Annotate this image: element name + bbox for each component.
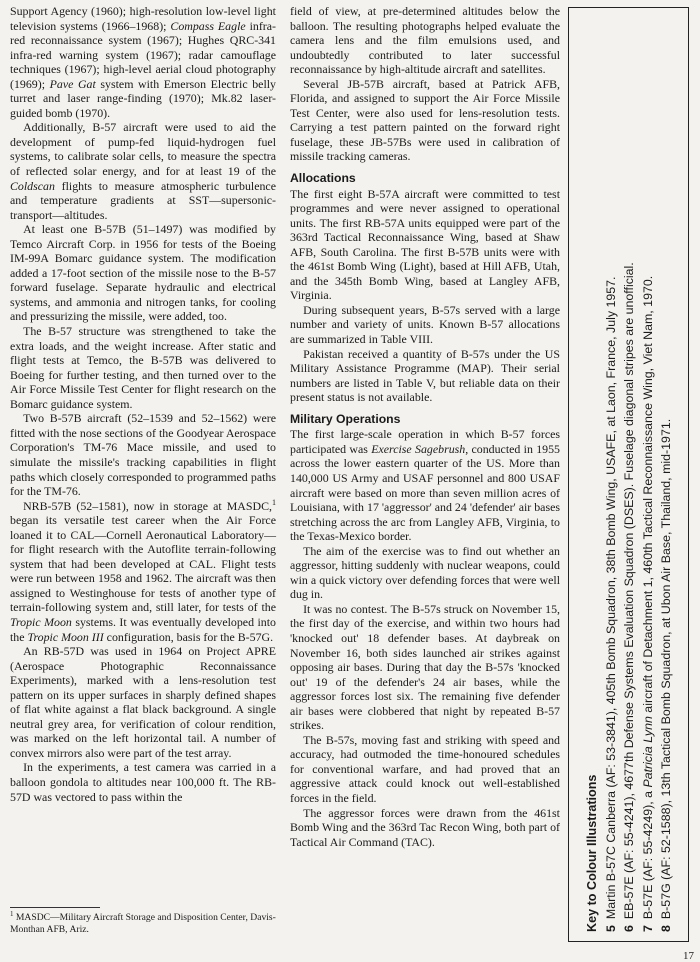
- key-item: [620, 2, 639, 932]
- paragraph: In the experiments, a test camera was carried in a balloon gondola to altitudes near 100,000 ft. The RB-57D was vectored to pass within the: [10, 760, 276, 804]
- paragraph: During subsequent years, B-57s served with a large number and variety of units. Known B-57 allocations are summarized in Table VIII.: [290, 302, 560, 347]
- key-items: [602, 2, 676, 932]
- paragraph: The aim of the exercise was to find out whether an aggressor, hitting suddenly with nuclear weapons, could win a quick victory over defending forces that were well dug in.: [290, 543, 560, 602]
- middle-column: [290, 4, 560, 849]
- key-item-text: Martin B-57C Canberra (AF: 53-3841), 405th Bomb Squadron, 38th Bomb Wing, USAFE, at Laon, France, July 1957.: [603, 276, 618, 920]
- key-item-text: B-57E (AF: 55-4249), a Patricia Lynn aircraft of Detachment 1, 460th Tactical Reconnaissance Wing, Viet Nam, 1970.: [640, 275, 655, 920]
- paragraph: Support Agency (1960); high-resolution low-level light television systems (1966–1968); Compass Eagle infra-red reconnaissance system (1967); Hughes QRC-341 infra-red warning system (1967); radar camouflage techniques (1967); high-level aerial cloud photography (1969); Pave Gat system with Emerson Electric belly turret and laser range-finding (1970); Mk.82 laser-guided bomb (1970).: [10, 4, 276, 120]
- key-item: [639, 2, 658, 932]
- colour-key-text: [583, 2, 676, 932]
- paragraph: An RB-57D was used in 1964 on Project APRE (Aerospace Photographic Reconnaissance Experiments), marked with a lens-resolution test pattern on its upper surfaces in sharply defined shapes of flat white against a flat black background. A single neutral grey area, for verification of colour rendition, was marked on the left horizontal tail. A number of convex mirrors also were part of the test array.: [10, 644, 276, 760]
- paragraph: The B-57 structure was strengthened to take the extra loads, and the weight increase. After static and flight tests at Temco, the B-57B was delivered to Boeing for further testing, and then turned over to the Air Force Missile Test Center for flight research on the Bomarc guidance system.: [10, 324, 276, 411]
- paragraph: The B-57s, moving fast and striking with speed and accuracy, had outmoded the time-honoured schedules for conventional warfare, and had proved that an aggressive attack could knock out well-established forces in the field.: [290, 732, 560, 805]
- key-item-text: EB-57E (AF: 55-4241), 4677th Defense Systems Evaluation Squadron (DSES). Fuselage diagonal stripes are unofficial.: [622, 262, 637, 920]
- paragraph: The first eight B-57A aircraft were committed to test programmes and were never assigned to operational units. The first RB-57A units equipped were part of the 363rd Tactical Reconnaissance Wing, based at Shaw AFB, South Carolina. The first B-57B units were with the 461st Bomb Wing (Light), based at Hill AFB, Utah, and the 345th Bomb Wing, based at Langley AFB, Virginia.: [290, 186, 560, 303]
- paragraph: Additionally, B-57 aircraft were used to aid the development of pump-fed liquid-hydrogen fuel systems, to calibrate solar cells, to measure the spectra of reflected solar energy, and for at least 19 of the Coldscan flights to measure atmospheric turbulence and temperature gradients at SST—supersonic-transport—altitudes.: [10, 120, 276, 222]
- paragraph: NRB-57B (52–1581), now in storage at MASDC,$^1$ began its versatile test career when the Air Force loaned it to CAL—Cornell Aeronautical Laboratory—for flight research with the Autoflite terrain-following system that had been developed at CAL. Flight tests were run between 1958 and 1962. The aircraft was then assigned to Westinghouse for tests of another type of terrain-following system and, still later, for tests of the Tropic Moon systems. It was eventually developed into the Tropic Moon III configuration, basis for the B-57G.: [10, 497, 277, 644]
- key-item-number: 8: [659, 925, 674, 932]
- operations-paragraphs: [290, 427, 560, 849]
- key-item-number: 7: [640, 925, 655, 932]
- military-operations-heading: Military Operations: [290, 411, 401, 426]
- key-item-text: B-57G (AF: 52-1588), 13th Tactical Bomb Squadron, at Ubon Air Base, Thailand, mid-1971.: [659, 418, 674, 920]
- page-number: 17: [683, 950, 694, 962]
- key-item-number: 5: [603, 925, 618, 932]
- key-title: Key to Colour Illustrations: [585, 774, 599, 932]
- paragraph: It was no contest. The B-57s struck on November 15, the first day of the exercise, and within two hours had 'knocked out' 18 defender bases. At daybreak on November 16, both sides launched air strikes against opposing air bases. During that day the B-57s 'knocked out' 19 of the defender's 24 air bases, while the aggressor forces lost six. The remaining five defender air bases were clobbered that night by repeated B-57 strikes.: [290, 601, 560, 733]
- paragraph: Two B-57B aircraft (52–1539 and 52–1562) were fitted with the nose sections of the Goodyear Aerospace Corporation's TM-76 Mace missile, and used to simulate the missile's tracking capabilities in flight paths which closely corresponded to programmed paths for the TM-76.: [10, 411, 276, 499]
- footnote: $^1$ MASDC—Military Aircraft Storage and Disposition Center, Davis-Monthan AFB, Ariz.: [10, 909, 276, 935]
- paragraph: At least one B-57B (51–1497) was modified by Temco Aircraft Corp. in 1956 for tests of the Boeing IM-99A Bomarc guidance system. The modification added a 17-foot section of the missile nose to the B-57 forward fuselage. Separate hydraulic and electrical systems, and ammonia and nitrogen tanks, for cooling and pressurizing the missile, were added, too.: [10, 222, 276, 324]
- key-item: [602, 2, 621, 932]
- footnote-rule: [10, 907, 100, 908]
- paragraph: The first large-scale operation in which B-57 forces participated was Exercise Sagebrush, conducted in 1955 across the lower eastern quarter of the US. More than 140,000 US Army and USAF personnel and 800 USAF aircraft were based on more than seven million acres of Louisiana, with 17 'aggressor' and 24 'defender' air bases stretching across the arc from Langley AFB, Virginia, to the Texas-Mexico border.: [290, 427, 560, 544]
- allocations-heading: Allocations: [290, 171, 356, 186]
- paragraph: field of view, at pre-determined altitudes below the balloon. The resulting photographs helped evaluate the camera lens and the film emulsions used, and undoubtedly contributed to later successful reconnaissance by high-altitude aircraft and satellites.: [290, 4, 560, 77]
- paragraph: Several JB-57B aircraft, based at Patrick AFB, Florida, and assigned to support the Air Force Missile Test Center, were also used for lens-resolution tests. Carrying a test pattern painted on the forward right fuselage, these JB-57Bs were used in calibration of missile tracking cameras.: [290, 76, 560, 164]
- key-item: [657, 2, 676, 932]
- intro-paragraphs: [290, 4, 560, 164]
- paragraph: The aggressor forces were drawn from the 461st Bomb Wing and the 363rd Tac Recon Wing, both part of Tactical Air Command (TAC).: [290, 805, 560, 849]
- paragraph: Pakistan received a quantity of B-57s under the US Military Assistance Programme (MAP). Their serial numbers are listed in Table V, but reliable data on their present status is not available.: [290, 346, 560, 405]
- key-item-number: 6: [622, 925, 637, 932]
- allocations-paragraphs: [290, 187, 560, 405]
- left-column: [10, 4, 276, 804]
